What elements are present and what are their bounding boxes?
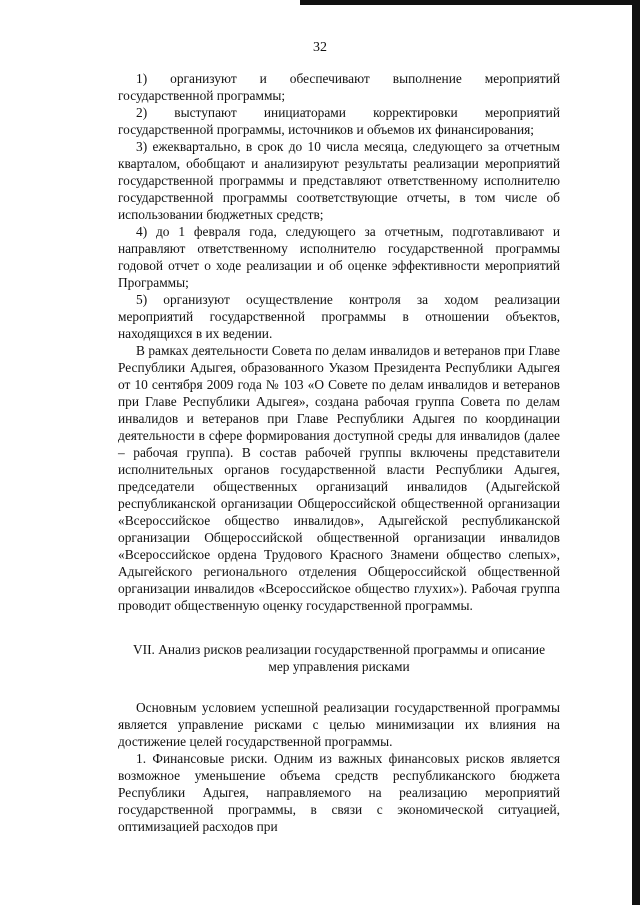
- scan-edge-right: [632, 0, 640, 905]
- paragraph-item-1: 1) организуют и обеспечивают выполнение мероприятий государственной программы;: [118, 71, 560, 103]
- paragraph-item-4: 4) до 1 февраля года, следующего за отчетным, подготавливают и направляют ответственному исполнителю государственной программы годовой отчет о ходе реализации и об оценке эффективности мероприятий Программы;: [118, 224, 560, 290]
- section-heading-line-1: VII. Анализ рисков реализации государственной программы и описание: [132, 642, 546, 657]
- document-body: [118, 70, 560, 835]
- section-heading: [118, 641, 560, 675]
- paragraph-item-5: 5) организуют осуществление контроля за ходом реализации мероприятий государственной программы в отношении объектов, находящихся в их ведении.: [118, 292, 560, 341]
- paragraph-item-2: 2) выступают инициаторами корректировки мероприятий государственной программы, источников и объемов их финансирования;: [118, 105, 560, 137]
- page-number: 32: [313, 40, 327, 55]
- paragraph-working-group: В рамках деятельности Совета по делам инвалидов и ветеранов при Главе Республики Адыгея, образованного Указом Президента Республики Адыгея от 10 сентября 2009 года № 103 «О Совете по делам инвалидов и ветеранов при Главе Республики Адыгея», создана рабочая группа Совета по делам инвалидов и ветеранов при Главе Республики Адыгея по координации деятельности в сфере формирования доступной среды для инвалидов (далее – рабочая группа). В состав рабочей группы включены представители исполнительных органов государственной власти Республики Адыгея, председатели общественных организаций инвалидов (Адыгейской республиканской организации Общероссийской общественной организации «Всероссийское общество инвалидов», Адыгейской республиканской организации Общероссийской общественной организации инвалидов «Всероссийское ордена Трудового Красного Знамени общество слепых», Адыгейского регионального отделения Общероссийской общественной организации инвалидов «Всероссийское общество глухих»). Рабочая группа проводит общественную оценку государственной программы.: [118, 343, 560, 613]
- paragraph-risk-intro: Основным условием успешной реализации государственной программы является управление рисками с целью минимизации их влияния на достижение целей государственной программы.: [118, 700, 560, 749]
- scan-edge-top: [300, 0, 640, 5]
- section-heading-line-2: мер управления рисками: [268, 659, 410, 674]
- paragraph-item-3: 3) ежеквартально, в срок до 10 числа месяца, следующего за отчетным кварталом, обобщают и анализируют результаты реализации мероприятий государственной программы и представляют ответственному исполнителю государственной программы соответствующие отчеты, в том числе об использовании бюджетных средств;: [118, 139, 560, 222]
- paragraph-financial-risks: 1. Финансовые риски. Одним из важных финансовых рисков является возможное уменьшение объема средств республиканского бюджета Республики Адыгея, направляемого на реализацию мероприятий государственной программы, в связи с экономической ситуацией, оптимизацией расходов при: [118, 751, 560, 834]
